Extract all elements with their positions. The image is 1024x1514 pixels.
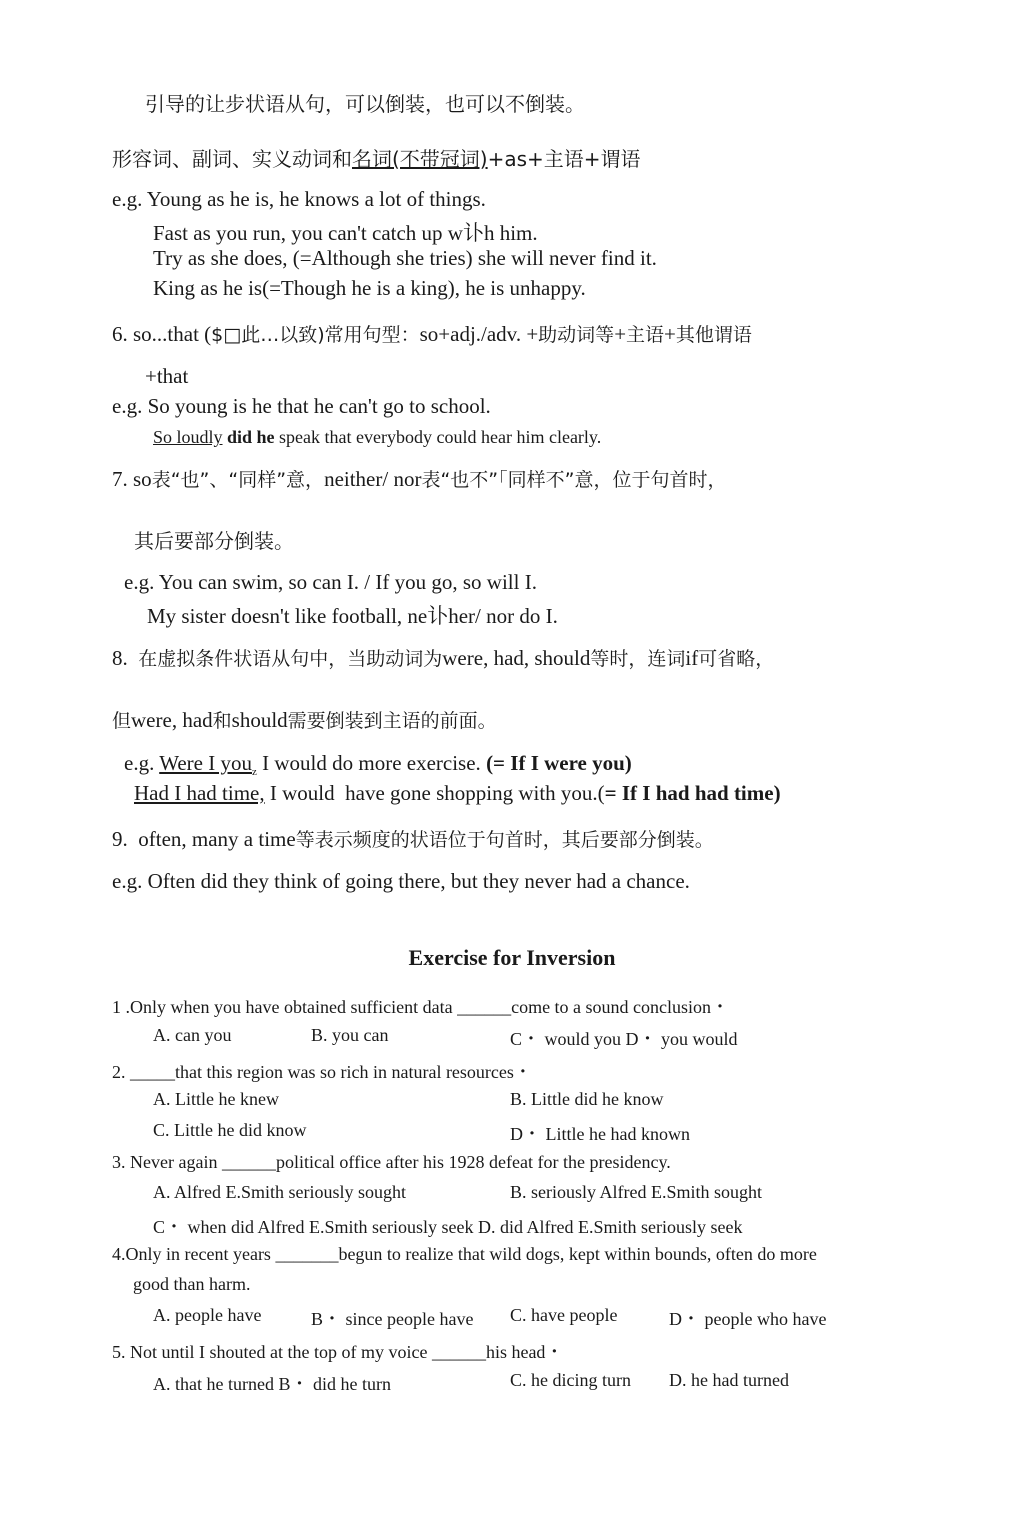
q2-option-a: A. Little he knew <box>153 1089 279 1109</box>
example-so-2-rest: speak that everybody could hear him clearly. <box>279 427 602 447</box>
item-8-cont-e: 需要倒装到主语的前面。 <box>287 710 497 732</box>
item-6-part-d: 助动词等 <box>538 324 615 346</box>
q4-option-b: B・ since people have <box>311 1309 474 1329</box>
example-8-1-prefix: e.g. <box>124 751 160 775</box>
item-7-part-c: neither/ nor <box>324 467 422 491</box>
as-pattern-before: 形容词、副词、实义动词和 <box>112 147 352 171</box>
example-as-1: e.g. Young as he is, he knows a lot of things. <box>112 187 486 211</box>
q1-option-cd: C・ would you D・ you would <box>510 1029 738 1049</box>
item-8-cont-b: were, had <box>131 708 213 732</box>
q2-option-c: C. Little he did know <box>153 1120 307 1140</box>
q4-stem-continuation: good than harm. <box>133 1274 251 1294</box>
item-7-part-b: 表“也”、“同样”意， <box>151 469 325 491</box>
example-8-2-underlined: Had I had time, <box>134 781 265 805</box>
example-as-2: Fast as you run, you can't catch up w讣h him. <box>153 221 538 245</box>
q1-stem: 1 .Only when you have obtained sufficient data ______come to a sound conclusion・ <box>112 997 730 1017</box>
item-7-part-a: 7. so <box>112 467 152 491</box>
exercise-title: Exercise for Inversion <box>408 945 616 970</box>
as-pattern-underlined: 名词(不带冠词) <box>352 147 488 171</box>
example-8-2-bold: = If I had had time) <box>604 781 781 805</box>
q5-option-c: C. he dicing turn <box>510 1370 631 1390</box>
item-8-continuation <box>112 706 497 733</box>
q3-option-b: B. seriously Alfred E.Smith sought <box>510 1182 762 1202</box>
example-as-3: Try as she does, (=Although she tries) she will never find it. <box>153 246 657 270</box>
item-7-continuation: 其后要部分倒装。 <box>134 529 294 553</box>
example-8-1 <box>124 751 632 778</box>
item-8-cont-a: 但 <box>112 710 132 732</box>
as-pattern-after: +as+主语+谓语 <box>487 147 641 171</box>
item-6-part-b: $□此…以致)常用句型： <box>211 324 420 346</box>
example-7-2: My sister doesn't like football, ne讣her/ nor do I. <box>147 604 558 628</box>
q5-stem: 5. Not until I shouted at the top of my voice ______his head・ <box>112 1342 564 1362</box>
item-8-part-f: 可省略， <box>698 648 775 670</box>
q4-option-c: C. have people <box>510 1305 618 1325</box>
item-8-cont-c: 和 <box>212 710 232 732</box>
example-8-2 <box>134 781 781 806</box>
q2-stem: 2. _____that this region was so rich in natural resources・ <box>112 1062 532 1082</box>
item-6-part-g: + <box>664 322 676 346</box>
example-so-1: e.g. So young is he that he can't go to school. <box>112 394 491 418</box>
example-so-2-bold: did he <box>227 427 275 447</box>
q2-option-b: B. Little did he know <box>510 1089 664 1109</box>
item-9-heading <box>112 825 714 852</box>
item-8-part-b: 在虚拟条件状语从句中，当助动词为 <box>138 648 443 670</box>
example-9: e.g. Often did they think of going there, but they never had a chance. <box>112 869 690 893</box>
example-as-4: King as he is(=Though he is a king), he is unhappy. <box>153 276 586 300</box>
q4-stem: 4.Only in recent years _______begun to realize that wild dogs, kept within bounds, often do more <box>112 1244 817 1264</box>
item-7-part-d: 表“也不”「同样不”意，位于句首时， <box>421 469 727 491</box>
q1-option-a: A. can you <box>153 1025 232 1045</box>
example-so-2-underlined: So loudly <box>153 427 223 447</box>
q5-option-ab: A. that he turned B・ did he turn <box>153 1374 391 1394</box>
item-6-part-f: 主语 <box>626 324 665 346</box>
q4-option-a: A. people have <box>153 1305 262 1325</box>
item-8-cont-d: should <box>231 708 288 732</box>
example-so-2 <box>153 427 601 448</box>
item-8-part-e: if <box>685 646 699 670</box>
item-7-heading <box>112 465 726 492</box>
example-8-1-underlined <box>159 751 257 779</box>
q4-option-d: D・ people who have <box>669 1309 827 1329</box>
item-6-part-h: 其他谓语 <box>675 324 752 346</box>
example-8-2-mid: I would have gone shopping with you.( <box>264 781 605 805</box>
as-pattern-line <box>112 143 641 172</box>
item-6-part-e: + <box>614 322 627 346</box>
example-8-1-subscript: z <box>251 766 257 779</box>
item-8-part-c: were, had, should <box>442 646 591 670</box>
item-6-heading <box>112 320 752 347</box>
concession-intro-line: 引导的让步状语从句，可以倒装，也可以不倒装。 <box>145 92 585 116</box>
q5-option-d: D. he had turned <box>669 1370 789 1390</box>
example-7-1: e.g. You can swim, so can I. / If you go, so will I. <box>124 570 537 594</box>
item-6-continuation: +that <box>145 364 189 388</box>
item-8-part-d: 等时，连词 <box>590 648 686 670</box>
q3-stem: 3. Never again ______political office after his 1928 defeat for the presidency. <box>112 1152 671 1172</box>
q2-option-d: D・ Little he had known <box>510 1124 690 1144</box>
item-6-part-c: so+adj./adv. + <box>419 322 539 346</box>
q3-option-a: A. Alfred E.Smith seriously sought <box>153 1182 406 1202</box>
example-8-1-underlined-text: Were I you <box>159 751 252 775</box>
example-8-1-mid: I would do more exercise. <box>256 751 487 775</box>
item-9-part-b: 等表示频度的状语位于句首时，其后要部分倒装。 <box>295 829 714 851</box>
q3-option-cd: C・ when did Alfred E.Smith seriously seek D. did Alfred E.Smith seriously seek <box>153 1217 743 1237</box>
item-6-part-a: 6. so...that ( <box>112 322 212 346</box>
item-8-part-a: 8. <box>112 646 139 670</box>
item-8-heading <box>112 644 774 671</box>
example-8-1-bold: (= If I were you) <box>486 751 632 775</box>
q1-option-b: B. you can <box>311 1025 389 1045</box>
item-9-part-a: 9. often, many a time <box>112 827 296 851</box>
